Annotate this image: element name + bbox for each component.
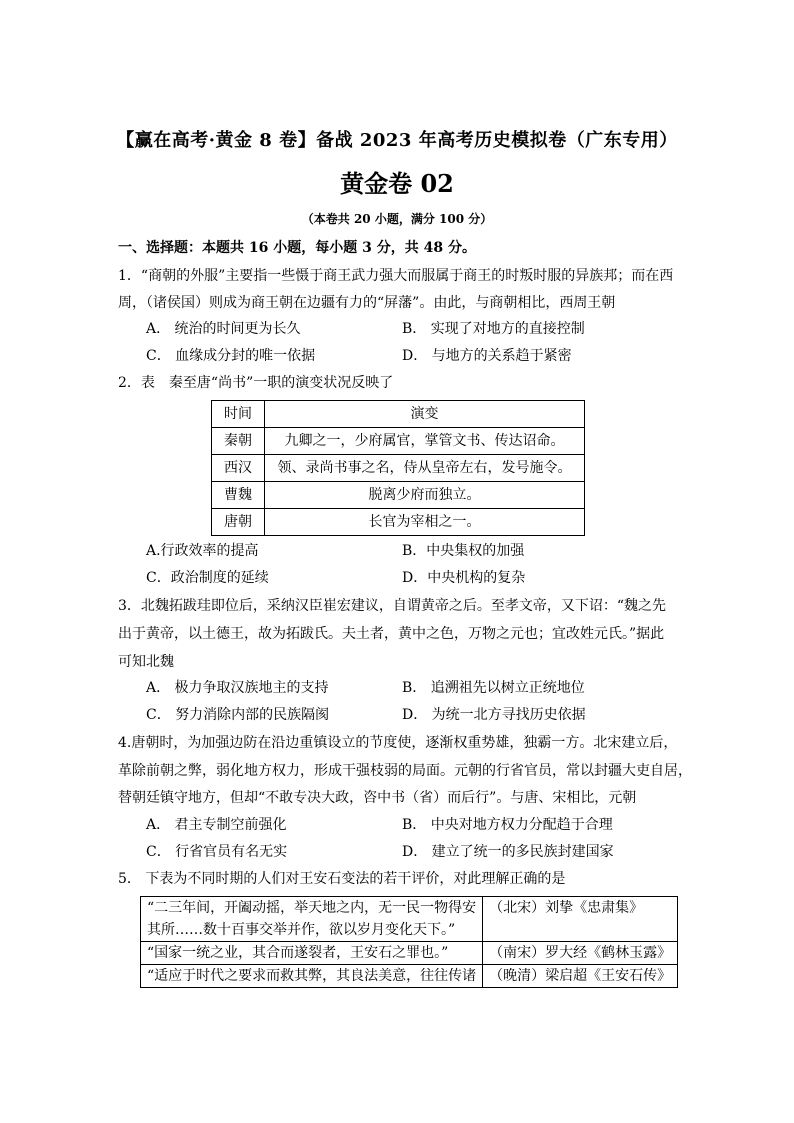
table-cell: 秦朝 [212,428,265,455]
q1-option-d[interactable]: D． 与地方的关系趋于紧密 [402,348,572,364]
table-cell: （北宋）刘挚《忠肃集》 [483,897,678,942]
table-cell: “国家一统之业，其合而遂裂者，王安石之罪也。” [141,942,483,965]
table-header-cell: 时间 [212,401,265,428]
table-header-cell: 演变 [265,401,585,428]
q4-option-b[interactable]: B． 中央对地方权力分配趋于合理 [402,817,613,833]
q3-line2: 出于黄帝，以土德王，故为拓跋氏。夫土者，黄中之色，万物之元也；宜改姓元氏。”据此 [118,626,665,642]
q2-option-d[interactable]: D．中央机构的复杂 [402,570,526,586]
exam-subtitle: 黄金卷 02 [340,169,454,198]
q3-line1: 3．北魏拓跋珪即位后，采纳汉臣崔宏建议，自谓黄帝之后。至孝文帝，又下诏：“魏之先 [118,598,667,614]
q1-option-c[interactable]: C． 血缘成分封的唯一依据 [146,348,316,364]
table-cell: 西汉 [212,455,265,482]
table-row [141,897,678,942]
q2-option-c[interactable]: C．政治制度的延续 [146,570,269,586]
table-row [141,942,678,965]
table-row [141,965,678,988]
table-row [212,482,585,509]
q3-option-d[interactable]: D． 为统一北方寻找历史依据 [402,707,586,723]
table-row [212,509,585,536]
q4-option-a[interactable]: A． 君主专制空前强化 [146,817,287,833]
table-cell: 领、录尚书事之名，侍从皇帝左右，发号施令。 [265,455,585,482]
q4-line2: 革除前朝之弊，弱化地方权力，形成干强枝弱的局面。元朝的行省官员，常以封疆大吏自居， [118,763,692,779]
q1-line1: 1．“商朝的外服”主要指一些慑于商王武力强大而服属于商王的时叛时服的异族邦；而在西 [118,268,674,284]
q3-option-b[interactable]: B． 追溯祖先以树立正统地位 [402,680,585,696]
table-cell: （晚清）梁启超《王安石传》 [483,965,678,988]
table-cell: 长官为宰相之一。 [265,509,585,536]
q1-option-b[interactable]: B． 实现了对地方的直接控制 [402,321,585,337]
q4-line1: 4.唐朝时，为加强边防在沿边重镇设立的节度使，逐渐权重势雄，独霸一方。北宋建立后， [118,735,678,751]
q4-option-c[interactable]: C． 行省官员有名无实 [146,844,288,860]
table-cell: 唐朝 [212,509,265,536]
table-cell: “二三年间，开阖动摇，举天地之内，无一民一物得安其所……数十百事交举并作，欲以岁月变化天下。” [141,897,483,942]
q4-option-d[interactable]: D． 建立了统一的多民族封建国家 [402,844,614,860]
table-row [212,455,585,482]
exam-title: 【赢在高考·黄金 8 卷】备战 2023 年高考历史模拟卷（广东专用） [116,130,678,151]
q2-stem: 2．表 秦至唐“尚书”一职的演变状况反映了 [118,375,394,391]
q3-option-a[interactable]: A． 极力争取汉族地主的支持 [146,680,329,696]
exam-note: （本卷共 20 小题，满分 100 分） [301,212,493,226]
q3-line3: 可知北魏 [118,654,174,670]
q2-option-a[interactable]: A.行政效率的提高 [146,543,259,559]
q1-option-a[interactable]: A． 统治的时间更为长久 [146,321,301,337]
q2-table [211,400,585,536]
q1-line2: 周，（诸侯国）则成为商王朝在边疆有力的“屏藩”。由此，与商朝相比，西周王朝 [118,295,616,311]
section-heading: 一、选择题：本题共 16 小题，每小题 3 分，共 48 分。 [118,240,476,256]
q3-option-c[interactable]: C． 努力消除内部的民族隔阂 [146,707,330,723]
table-cell: （南宋）罗大经《鹤林玉露》 [483,942,678,965]
table-cell: 九卿之一，少府属官，掌管文书、传达诏命。 [265,428,585,455]
q5-table [140,896,678,988]
table-cell: 脱离少府而独立。 [265,482,585,509]
table-row [212,428,585,455]
q2-option-b[interactable]: B．中央集权的加强 [402,543,525,559]
q5-stem: 5． 下表为不同时期的人们对王安石变法的若干评价，对此理解正确的是 [118,871,566,887]
table-header-row [212,401,585,428]
table-cell: “适应于时代之要求而救其弊，其良法美意，往往传诸 [141,965,483,988]
q4-line3: 替朝廷镇守地方，但却“不敢专决大政，咨中书（省）而后行”。与唐、宋相比，元朝 [118,790,637,806]
table-cell: 曹魏 [212,482,265,509]
